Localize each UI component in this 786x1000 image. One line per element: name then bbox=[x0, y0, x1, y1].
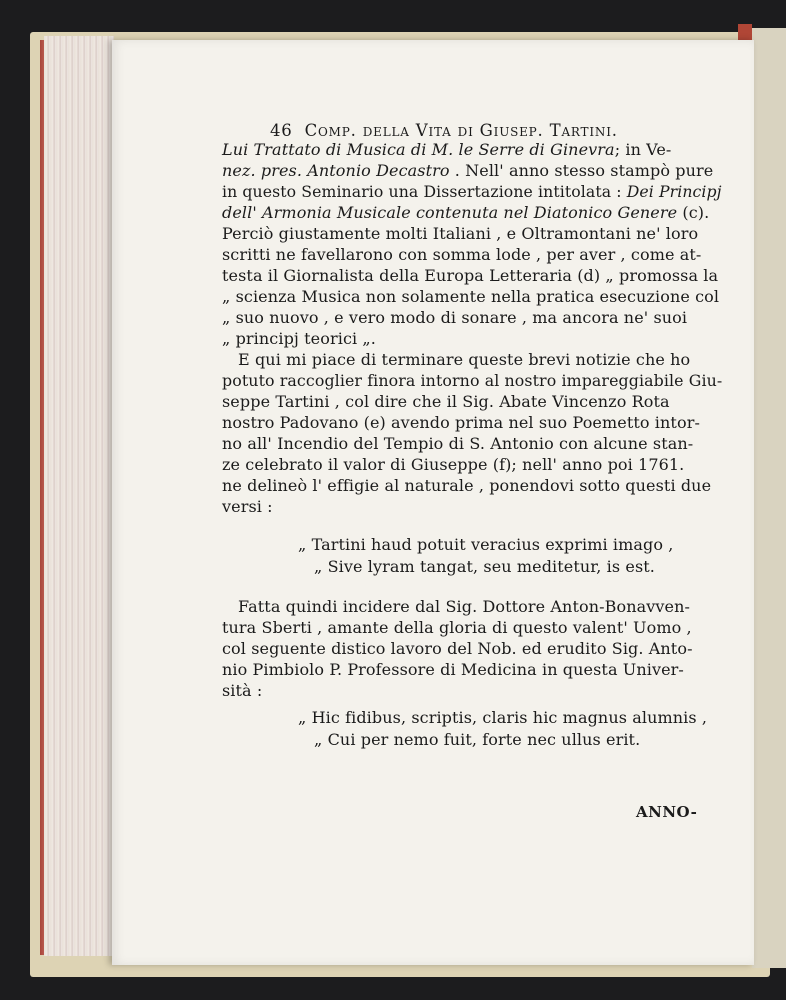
line-3-italic: Dei Principj bbox=[621, 182, 722, 201]
running-header bbox=[270, 121, 618, 141]
book-background-right bbox=[752, 28, 786, 968]
text-line-5: Perciò giustamente molti Italiani , e Oltramontani ne' loro bbox=[222, 224, 699, 243]
text-line-13: seppe Tartini , col dire che il Sig. Abate Vincenzo Rota bbox=[222, 392, 670, 411]
line-4-tail: (c). bbox=[677, 203, 710, 222]
book-page bbox=[112, 40, 754, 965]
page-number: 46 bbox=[270, 121, 293, 140]
line-2-italic: nez. pres. Antonio Decastro bbox=[222, 161, 450, 180]
text-line-8: „ scienza Musica non solamente nella pratica esecuzione col bbox=[222, 287, 720, 306]
line-1-tail: ; in Ve- bbox=[614, 140, 672, 159]
text-line-3 bbox=[222, 182, 722, 202]
text-line-17: ne delineò l' effigie al naturale , ponendovi sotto questi due bbox=[222, 476, 712, 495]
text-line-16: ze celebrato il valor di Giuseppe (f); nell' anno poi 1761. bbox=[222, 455, 685, 474]
text-line-20: tura Sberti , amante della gloria di questo valent' Uomo , bbox=[222, 618, 692, 637]
text-line-10: „ principj teorici „. bbox=[222, 329, 376, 348]
line-4-italic: dell' Armonia Musicale contenuta nel Diatonico Genere bbox=[222, 203, 678, 222]
text-line-12: potuto raccoglier finora intorno al nostro impareggiabile Giu- bbox=[222, 371, 723, 390]
bleed-through bbox=[282, 600, 286, 613]
text-line-4 bbox=[222, 203, 709, 223]
text-line-7: testa il Giornalista della Europa Letteraria (d) „ promossa la bbox=[222, 266, 719, 285]
text-line-22: nio Pimbiolo P. Professore di Medicina in questa Univer- bbox=[222, 660, 684, 679]
text-line-14: nostro Padovano (e) avendo prima nel suo Poemetto intor- bbox=[222, 413, 700, 432]
text-line-6: scritti ne favellarono con somma lode , per aver , come at- bbox=[222, 245, 702, 264]
verse-line-3: „ Hic fidibus, scriptis, claris hic magnus alumnis , bbox=[298, 708, 708, 727]
verse-line-1: „ Tartini haud potuit veracius exprimi imago , bbox=[298, 535, 674, 554]
text-line-9: „ suo nuovo , e vero modo di sonare , ma ancora ne' suoi bbox=[222, 308, 688, 327]
verse-line-4: „ Cui per nemo fuit, forte nec ullus erit. bbox=[314, 730, 641, 749]
text-line-18: versi : bbox=[222, 497, 273, 516]
catchword: ANNO- bbox=[636, 803, 698, 821]
line-2-tail: . Nell' anno stesso stampò pure bbox=[449, 161, 714, 180]
text-line-1 bbox=[222, 140, 671, 160]
verse-line-2: „ Sive lyram tangat, seu meditetur, is est. bbox=[314, 557, 655, 576]
text-line-15: no all' Incendio del Tempio di S. Antonio con alcune stan- bbox=[222, 434, 694, 453]
line-3-text: in questo Seminario una Dissertazione intitolata : bbox=[222, 182, 622, 201]
text-line-11: E qui mi piace di terminare queste brevi notizie che ho bbox=[238, 350, 691, 369]
text-line-23: sità : bbox=[222, 681, 263, 700]
text-line-2 bbox=[222, 161, 713, 181]
running-title: Comp. della Vita di Giusep. Tartini. bbox=[304, 121, 618, 140]
text-line-19: Fatta quindi incidere dal Sig. Dottore Anton-Bonavven- bbox=[238, 597, 691, 616]
text-line-21: col seguente distico lavoro del Nob. ed erudito Sig. Anto- bbox=[222, 639, 693, 658]
line-1-italic: Lui Trattato di Musica di M. le Serre di Ginevra bbox=[222, 140, 615, 159]
page-edges bbox=[44, 36, 114, 956]
